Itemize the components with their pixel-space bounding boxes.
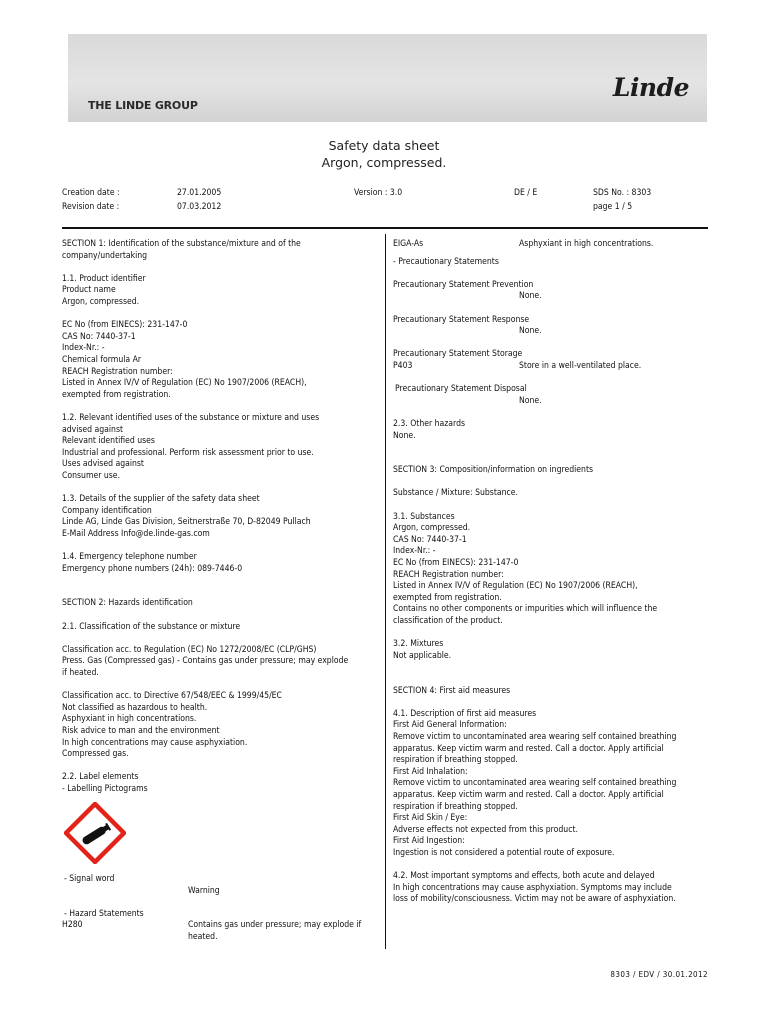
heading-2-1: 2.1. Classification of the substance or mixture — [62, 621, 241, 632]
substance-reach-text: Listed in Annex IV/V of Regulation (EC) No 1907/2006 (REACH), — [393, 581, 638, 592]
section-2-title: SECTION 2: Hazards identification — [62, 598, 193, 609]
meta-sds — [593, 186, 651, 214]
revision-value: 07.03.2012 — [177, 202, 222, 212]
sds-number: SDS No. : 8303 — [593, 188, 652, 198]
signal-word-value-row — [62, 886, 374, 898]
reach-text-cont: exempted from registration. — [62, 389, 171, 400]
other-hazards-value: None. — [393, 430, 416, 441]
section-3-title: SECTION 3: Composition/information on ingredients — [393, 465, 594, 476]
index-number: Index-Nr.: - — [62, 343, 105, 354]
heading-1-2-cont: advised against — [62, 424, 124, 435]
substance-contains: Contains no other components or impurities which will influence the — [393, 604, 658, 615]
p403-code: P403 — [393, 360, 413, 371]
substance-contains-cont: classification of the product. — [393, 616, 503, 626]
storage-label: Precautionary Statement Storage — [393, 349, 523, 360]
h280-row — [62, 920, 374, 943]
skin-eye-label: First Aid Skin / Eye: — [393, 813, 468, 824]
substance-index: Index-Nr.: - — [393, 546, 436, 557]
subtitle: Argon, compressed. — [321, 154, 447, 170]
chemical-formula: Chemical formula Ar — [62, 354, 142, 365]
inhalation-line-2: apparatus. Keep victim warm and rested. Call a doctor. Apply artificial — [393, 789, 664, 800]
substance-reach-label: REACH Registration number: — [393, 569, 504, 580]
ghs04-gas-cylinder-icon — [64, 802, 126, 864]
precautionary-label: - Precautionary Statements — [393, 256, 499, 267]
version: Version : 3.0 — [354, 188, 403, 198]
heading-1-1: 1.1. Product identifier — [62, 273, 146, 284]
heading-3-1: 3.1. Substances — [393, 511, 455, 522]
heading-3-2: 3.2. Mixtures — [393, 639, 444, 650]
product-name-label: Product name — [62, 285, 116, 296]
locale: DE / E — [514, 188, 538, 198]
creation-label: Creation date : — [62, 188, 120, 198]
ingestion-value: Ingestion is not considered a potential route of exposure. — [393, 847, 615, 858]
general-info-line-2: apparatus. Keep victim warm and rested. Call a doctor. Apply artificial — [393, 743, 664, 754]
linde-logo: Linde — [612, 73, 689, 102]
section-1-title-cont: company/undertaking — [62, 250, 148, 261]
heading-4-2: 4.2. Most important symptoms and effects, both acute and delayed — [393, 871, 655, 882]
section-4-title: SECTION 4: First aid measures — [393, 685, 511, 696]
eiga-value: Asphyxiant in high concentrations. — [519, 239, 654, 249]
h280-text-cont: heated. — [188, 932, 218, 943]
title: Safety data sheet — [328, 138, 440, 153]
heading-1-4: 1.4. Emergency telephone number — [62, 552, 197, 563]
heading-4-1: 4.1. Description of first aid measures — [393, 708, 537, 719]
meta-locale — [514, 186, 537, 200]
page-number: page 1 / 5 — [593, 202, 633, 212]
directive-line-5: Compressed gas. — [62, 749, 129, 760]
directive-label: Classification acc. to Directive 67/548/EEC & 1999/45/EC — [62, 691, 282, 702]
substance-ec: EC No (from EINECS): 231-147-0 — [393, 558, 519, 569]
footer-code: 8303 / EDV / 30.01.2012 — [610, 970, 708, 979]
response-value: None. — [519, 326, 542, 337]
emergency-phone: Emergency phone numbers (24h): 089-7446-0 — [62, 563, 243, 574]
heading-2-2: 2.2. Label elements — [62, 772, 139, 783]
hazard-statements-label: - Hazard Statements — [64, 908, 144, 919]
group-name: THE LINDE GROUP — [88, 99, 198, 112]
header-rule — [62, 227, 708, 229]
directive-line-3: Risk advice to man and the environment — [62, 725, 220, 736]
email-address: E-Mail Address Info@de.linde-gas.com — [62, 528, 210, 539]
general-info-line-3: respiration if breathing stopped. — [393, 755, 518, 766]
reach-text: Listed in Annex IV/V of Regulation (EC) No 1907/2006 (REACH), — [62, 378, 307, 389]
signal-word-row — [62, 874, 374, 886]
substance-reach-text-cont: exempted from registration. — [393, 592, 502, 603]
disposal-value: None. — [519, 395, 542, 406]
clp-text: Press. Gas (Compressed gas) - Contains gas under pressure; may explode — [62, 656, 349, 667]
relevant-uses-label: Relevant identified uses — [62, 436, 155, 447]
heading-1-3: 1.3. Details of the supplier of the safety data sheet — [62, 494, 260, 505]
prevention-value: None. — [519, 291, 542, 302]
substance-mixture: Substance / Mixture: Substance. — [393, 488, 518, 499]
cas-number: CAS No: 7440-37-1 — [62, 331, 136, 342]
directive-line-1: Not classified as hazardous to health. — [62, 702, 208, 713]
meta-labels — [62, 186, 120, 214]
advised-against-value: Consumer use. — [62, 470, 121, 481]
left-column — [62, 239, 374, 944]
header-banner — [68, 34, 707, 122]
eiga-row — [393, 239, 706, 251]
document-title — [0, 138, 768, 171]
inhalation-line-1: Remove victim to uncontaminated area wearing self contained breathing — [393, 778, 677, 789]
clp-label: Classification acc. to Regulation (EC) No 1272/2008/EC (CLP/GHS) — [62, 644, 317, 655]
section-1-title: SECTION 1: Identification of the substance/mixture and of the — [62, 239, 301, 249]
heading-1-2: 1.2. Relevant identified uses of the substance or mixture and uses — [62, 412, 320, 423]
revision-label: Revision date : — [62, 202, 120, 212]
relevant-uses-value: Industrial and professional. Perform risk assessment prior to use. — [62, 447, 314, 458]
ingestion-label: First Aid Ingestion: — [393, 836, 465, 847]
disposal-label: Precautionary Statement Disposal — [395, 384, 527, 395]
p403-text: Store in a well-ventilated place. — [519, 360, 642, 371]
pictograms-label: - Labelling Pictograms — [62, 783, 148, 794]
substance-name: Argon, compressed. — [393, 523, 471, 534]
directive-line-2: Asphyxiant in high concentrations. — [62, 714, 197, 725]
h280-code: H280 — [62, 920, 83, 931]
advised-against-label: Uses advised against — [62, 459, 144, 470]
general-info-label: First Aid General Information: — [393, 720, 507, 731]
h280-text-block — [188, 920, 374, 943]
reach-label: REACH Registration number: — [62, 366, 173, 377]
h280-text: Contains gas under pressure; may explode if — [188, 920, 362, 931]
response-label: Precautionary Statement Response — [393, 314, 530, 325]
ec-number: EC No (from EINECS): 231-147-0 — [62, 320, 188, 331]
prevention-label: Precautionary Statement Prevention — [393, 279, 534, 290]
substance-cas: CAS No: 7440-37-1 — [393, 534, 467, 545]
symptoms-line-1: In high concentrations may cause asphyxiation. Symptoms may include — [393, 882, 672, 893]
company-value: Linde AG, Linde Gas Division, Seitnerstraße 70, D-82049 Pullach — [62, 517, 311, 528]
directive-line-4: In high concentrations may cause asphyxiation. — [62, 737, 248, 748]
general-info-line-1: Remove victim to uncontaminated area wearing self contained breathing — [393, 731, 677, 742]
signal-word-value: Warning — [188, 885, 220, 896]
clp-text-cont: if heated. — [62, 667, 99, 678]
signal-word-label: - Signal word — [64, 874, 115, 885]
company-label: Company identification — [62, 505, 152, 516]
inhalation-label: First Aid Inhalation: — [393, 766, 468, 777]
right-column — [393, 239, 706, 906]
symptoms-line-2: loss of mobility/consciousness. Victim may not be aware of asphyxiation. — [393, 894, 676, 905]
skin-eye-value: Adverse effects not expected from this product. — [393, 824, 578, 835]
heading-2-3: 2.3. Other hazards — [393, 418, 466, 429]
eiga-label: EIGA-As — [393, 239, 424, 249]
product-name-value: Argon, compressed. — [62, 296, 140, 307]
inhalation-line-3: respiration if breathing stopped. — [393, 801, 518, 812]
column-divider — [385, 234, 386, 949]
p403-row — [393, 361, 706, 373]
meta-version — [354, 186, 402, 200]
creation-value: 27.01.2005 — [177, 188, 222, 198]
meta-dates — [177, 186, 221, 214]
mixtures-value: Not applicable. — [393, 650, 452, 661]
